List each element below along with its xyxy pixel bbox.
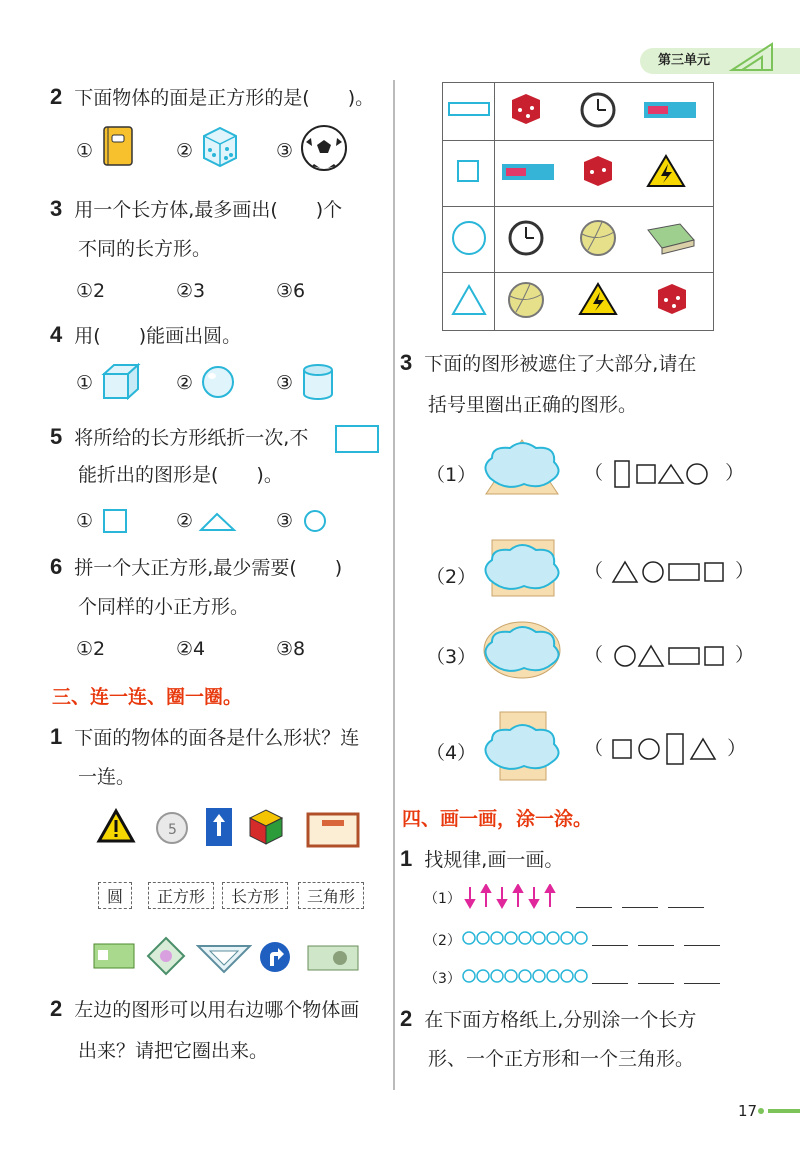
label-circle[interactable]: 圆 — [98, 882, 132, 909]
triangle-shape — [198, 510, 238, 534]
q2-option-2[interactable]: ② — [176, 140, 194, 162]
hidden-shape-1 — [480, 436, 564, 498]
volleyball-icon — [581, 221, 615, 255]
answer-blank[interactable] — [638, 982, 674, 984]
section-3-heading: 三、连一连、圈一圈。 — [52, 686, 243, 708]
q4-option-3[interactable]: ③ — [276, 372, 294, 394]
item1-choices — [609, 459, 719, 489]
item1-options[interactable]: （ ） — [584, 458, 744, 489]
warning-sign-icon — [580, 284, 616, 314]
page-dot — [758, 1108, 764, 1114]
row4-objects — [498, 278, 710, 322]
circle-pattern — [460, 928, 592, 948]
r-q3-stem-line2: 括号里圈出正确的图形。 — [428, 394, 638, 416]
row3-objects — [498, 216, 710, 260]
item1-label: （1） — [426, 464, 477, 486]
banknote-green-icon — [92, 942, 136, 970]
page-number: 17 — [738, 1102, 758, 1120]
item3-label: （3） — [426, 646, 477, 668]
clock-icon — [582, 94, 614, 126]
hidden-shape-3 — [480, 620, 564, 682]
label-rectangle[interactable]: 长方形 — [222, 882, 288, 909]
row2-objects — [498, 150, 710, 194]
q5-option-2[interactable]: ② — [176, 510, 194, 532]
cell-square — [443, 141, 495, 207]
dice-icon — [198, 124, 240, 168]
item2-options[interactable]: （ ） — [584, 556, 754, 587]
cube-icon — [100, 362, 142, 400]
warning-sign-icon — [648, 156, 684, 186]
q3-option-1[interactable]: ①2 — [76, 280, 106, 302]
q6-stem-line2: 个同样的小正方形。 — [78, 596, 250, 618]
diamond-tile-icon — [146, 936, 186, 976]
s3q1-stem: 1 下面的物体的面各是什么形状？连 — [50, 724, 360, 749]
clock-icon — [510, 222, 542, 254]
banknote-rmb-icon — [306, 944, 360, 972]
answer-blank[interactable] — [576, 906, 612, 908]
q3-stem: 3 用一个长方体,最多画出( )个 — [50, 196, 343, 221]
circle-shape — [302, 508, 330, 536]
answer-blank[interactable] — [592, 944, 628, 946]
q6-stem: 6 拼一个大正方形,最少需要( ) — [50, 554, 343, 579]
s3q2-stem: 2 左边的图形可以用右边哪个物体画 — [50, 996, 360, 1021]
item2-choices — [609, 557, 729, 587]
row1-objects — [498, 88, 710, 132]
question-number: 2 — [50, 84, 63, 109]
q3-option-3[interactable]: ③6 — [276, 280, 306, 302]
q5-stem-line2: 能折出的图形是( )。 — [78, 464, 283, 486]
ruler-icon — [728, 40, 778, 74]
answer-blank[interactable] — [668, 906, 704, 908]
item3-choices — [609, 641, 729, 671]
toothpaste-box-icon — [502, 164, 554, 180]
s3q1-stem-line2: 一连。 — [78, 766, 136, 788]
label-square[interactable]: 正方形 — [148, 882, 214, 909]
cell-triangle — [443, 273, 495, 331]
s4q1-stem: 1 找规律,画一画。 — [400, 846, 564, 871]
answer-blank[interactable] — [684, 944, 720, 946]
shape-object-table — [442, 82, 714, 331]
hidden-shape-2 — [480, 538, 564, 600]
dice-red-icon — [658, 284, 686, 314]
s4q2-stem-line2: 形、一个正方形和一个三角形。 — [428, 1048, 695, 1070]
svg-text:5: 5 — [168, 822, 177, 838]
s4q2-stem: 2 在下面方格纸上,分别涂一个长方 — [400, 1006, 697, 1031]
q5-option-3[interactable]: ③ — [276, 510, 294, 532]
certificate-icon — [306, 812, 360, 848]
soccer-ball-icon — [300, 124, 348, 172]
answer-blank[interactable] — [592, 982, 628, 984]
answer-blank[interactable] — [684, 982, 720, 984]
q2-option-1[interactable]: ① — [76, 140, 94, 162]
unit-label: 第三单元 — [658, 53, 711, 68]
q3-option-2[interactable]: ②3 — [176, 280, 206, 302]
answer-blank[interactable] — [622, 906, 658, 908]
item4-options[interactable]: （ ） — [584, 732, 746, 766]
s3q2-stem-line2: 出来？请把它圈出来。 — [78, 1040, 269, 1062]
item3-options[interactable]: （ ） — [584, 640, 754, 671]
q5-stem: 5 将所给的长方形纸折一次,不 — [50, 424, 309, 449]
question-text: 下面物体的面是正方形的是( )。 — [74, 87, 375, 109]
set-square-icon — [196, 944, 252, 974]
q5-option-1[interactable]: ① — [76, 510, 94, 532]
page-bar — [768, 1109, 800, 1113]
notebook-icon — [102, 125, 134, 167]
pattern-row3-label: （3） — [424, 971, 461, 987]
q2-stem — [50, 84, 374, 110]
label-triangle[interactable]: 三角形 — [298, 882, 364, 909]
arrow-pattern — [462, 884, 572, 910]
q6-option-2[interactable]: ②4 — [176, 638, 206, 660]
circle-pattern-2 — [460, 966, 592, 986]
rubiks-cube-icon — [246, 806, 286, 846]
q4-stem: 4 用( )能画出圆。 — [50, 322, 242, 347]
item2-label: （2） — [426, 566, 477, 588]
warning-sign-icon — [96, 808, 136, 844]
book-icon — [648, 224, 694, 254]
pattern-row2-label: （2） — [424, 933, 461, 949]
q4-option-2[interactable]: ② — [176, 372, 194, 394]
coin-icon — [154, 810, 190, 846]
cell-rectangle — [443, 83, 495, 141]
pattern-row1-label: （1） — [424, 891, 461, 907]
q4-option-1[interactable]: ① — [76, 372, 94, 394]
square-shape — [102, 508, 130, 534]
cell-circle — [443, 207, 495, 273]
dice-red-icon — [584, 156, 612, 186]
direction-sign-icon — [204, 806, 234, 848]
q6-option-3[interactable]: ③8 — [276, 638, 306, 660]
dice-red-icon — [512, 94, 540, 124]
rectangle-paper-icon — [334, 424, 380, 456]
column-divider — [393, 80, 395, 1090]
answer-blank[interactable] — [638, 944, 674, 946]
sphere-icon — [200, 364, 236, 400]
toothpaste-box-icon — [644, 102, 696, 118]
item4-label: （4） — [426, 742, 477, 764]
hidden-shape-4 — [480, 710, 564, 782]
q6-option-1[interactable]: ①2 — [76, 638, 106, 660]
section-4-heading: 四、画一画，涂一涂。 — [402, 808, 593, 830]
volleyball-icon — [509, 283, 543, 317]
cylinder-icon — [300, 362, 336, 402]
r-q3-stem: 3 下面的图形被遮住了大部分,请在 — [400, 350, 697, 375]
turn-right-sign-icon — [258, 940, 292, 974]
q2-option-3[interactable]: ③ — [276, 140, 294, 162]
q3-stem-line2: 不同的长方形。 — [78, 238, 212, 260]
item4-choices — [609, 732, 721, 766]
